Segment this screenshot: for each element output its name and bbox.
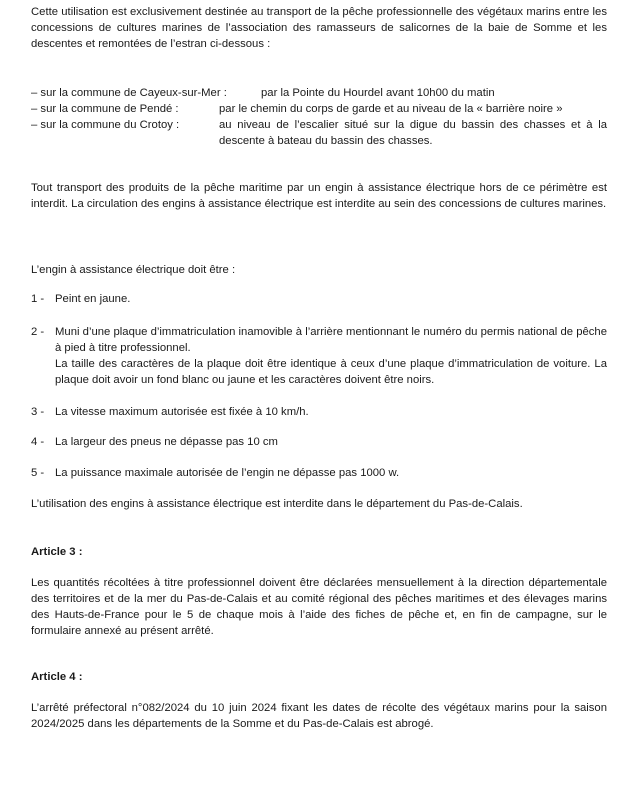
article-3-heading: Article 3 :: [31, 546, 83, 558]
location-pende: [31, 101, 607, 117]
location-commune: – sur la commune de Pendé :: [31, 103, 179, 115]
requirement-text: Peint en jaune.: [55, 293, 131, 305]
requirement-item: [55, 324, 607, 388]
requirement-text: La puissance maximale autorisée de l’engin ne dépasse pas 1000 w.: [55, 467, 400, 479]
requirement-number: 3 -: [31, 406, 45, 418]
intro-paragraph: Cette utilisation est exclusivement destinée au transport de la pêche professionnelle des végétaux marins entre les concessions de cultures marines de l’association des ramasseurs de salicornes de la baie de Somme et les descentes et remontées de l’estran ci-dessous :: [31, 6, 607, 50]
location-cayeux: [31, 85, 607, 101]
requirements-intro: L’engin à assistance électrique doit être :: [31, 264, 236, 276]
requirement-number: 5 -: [31, 467, 45, 479]
article-4-heading: Article 4 :: [31, 671, 83, 683]
requirement-extra: La taille des caractères de la plaque doit être identique à ceux d’une plaque d’immatriculation de voiture. La plaque doit avoir un fond blanc ou jaune et les caractères doivent être noirs.: [55, 358, 607, 386]
requirement-number: 4 -: [31, 436, 45, 448]
location-commune: – sur la commune de Cayeux-sur-Mer :: [31, 87, 227, 99]
requirement-text: La largeur des pneus ne dépasse pas 10 cm: [55, 436, 278, 448]
pas-de-calais-paragraph: L’utilisation des engins à assistance électrique est interdite dans le département du Pas-de-Calais.: [31, 498, 523, 510]
requirement-number: 1 -: [31, 293, 45, 305]
article-3-text: Les quantités récoltées à titre professionnel doivent être déclarées mensuellement à la direction départementale des territoires et de la mer du Pas-de-Calais et au comité régional des pêches maritimes et des élevages marins des Hauts-de-France pour le 5 de chaque mois à l’aide des fiches de pêche et, en fin de campagne, sur le formulaire annexé au présent arrêté.: [31, 577, 607, 637]
location-crotoy: [31, 117, 607, 149]
location-detail: par le chemin du corps de garde et au niveau de la « barrière noire »: [219, 103, 563, 115]
requirement-text: La vitesse maximum autorisée est fixée à 10 km/h.: [55, 406, 309, 418]
location-commune: – sur la commune du Crotoy :: [31, 119, 180, 131]
location-detail: par la Pointe du Hourdel avant 10h00 du matin: [261, 87, 495, 99]
requirement-number: 2 -: [31, 326, 45, 338]
location-detail: au niveau de l’escalier situé sur la digue du bassin des chasses et à la descente à bateau du bassin des chasses.: [219, 119, 607, 147]
perimeter-paragraph: Tout transport des produits de la pêche maritime par un engin à assistance électrique hors de ce périmètre est interdit. La circulation des engins à assistance électrique est interdite au sein des concessions de cultures marines.: [31, 182, 607, 210]
article-4-text: L’arrêté préfectoral n°082/2024 du 10 juin 2024 fixant les dates de récolte des végétaux marins pour la saison 2024/2025 dans les départements de la Somme et du Pas-de-Calais est abrogé.: [31, 702, 607, 730]
requirement-text: Muni d’une plaque d’immatriculation inamovible à l’arrière mentionnant le numéro du permis national de pêche à pied à titre professionnel.: [55, 326, 607, 354]
